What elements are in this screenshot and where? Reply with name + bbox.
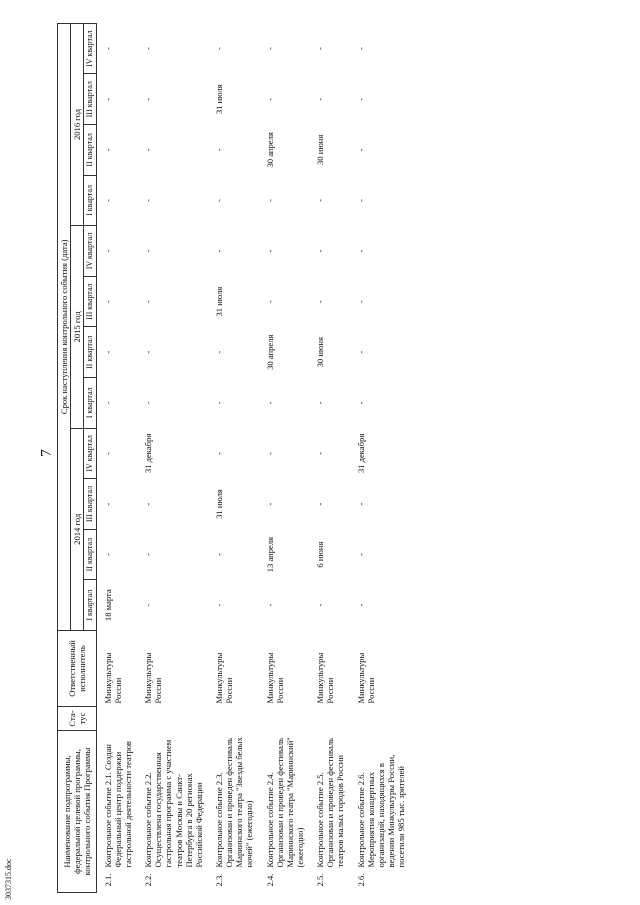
deadline-cell: 30 апреля <box>264 334 275 370</box>
event-status <box>208 706 259 730</box>
table-row <box>309 23 349 892</box>
deadline-cell: 13 апреля <box>264 536 275 573</box>
deadline-cell: - <box>264 401 275 405</box>
deadline-cell: 30 апреля <box>264 132 275 168</box>
deadline-cell: - <box>143 249 154 253</box>
deadline-cell: 31 декабря <box>143 433 154 474</box>
deadline-cell: - <box>143 199 154 202</box>
file-footer: 3037315.doc <box>4 858 13 900</box>
deadline-cell: - <box>264 97 275 101</box>
control-events-table <box>57 23 410 893</box>
event-name: Контрольное событие 2.1. Создан Федеральный центр поддержки гастрольной деятельности театров <box>102 741 133 868</box>
deadline-cell: - <box>355 199 366 202</box>
row-number: 2.4. <box>264 873 275 887</box>
deadline-cell: - <box>315 401 326 405</box>
event-executor: Минкультуры России <box>213 652 235 704</box>
deadline-cell: - <box>213 199 224 202</box>
deadline-cell: - <box>213 350 224 354</box>
table-row <box>208 23 259 892</box>
deadline-cell: - <box>143 603 154 607</box>
deadline-cell: - <box>213 451 224 455</box>
event-status <box>96 706 137 730</box>
row-number: 2.6. <box>355 873 366 887</box>
deadline-cell: - <box>213 249 224 253</box>
header-quarter: I квартал <box>84 378 96 429</box>
header-quarter: I квартал <box>84 580 96 631</box>
table-body <box>96 23 410 892</box>
deadline-cell: 31 июля <box>213 286 224 317</box>
deadline-cell: - <box>355 553 366 557</box>
deadline-cell: - <box>143 350 154 354</box>
header-status: Ста-тус <box>58 706 97 730</box>
event-status <box>350 706 411 730</box>
deadline-cell: - <box>143 148 154 152</box>
deadline-cell: - <box>315 249 326 253</box>
deadline-cell: - <box>355 97 366 101</box>
deadline-cell: - <box>355 47 366 51</box>
row-number: 2.3. <box>213 873 224 887</box>
event-name: Контрольное событие 2.6. Мероприятия концертных организаций, находящихся в ведении Минкультуры России, посетили 985 тыс. зрителей <box>355 754 407 868</box>
deadline-cell: - <box>264 451 275 455</box>
deadline-cell: - <box>102 97 113 101</box>
deadline-cell: - <box>102 148 113 152</box>
deadline-cell: 6 июня <box>315 541 326 568</box>
header-quarter: II квартал <box>84 327 96 378</box>
deadline-cell: 31 июля <box>213 84 224 115</box>
deadline-cell: - <box>315 47 326 51</box>
header-quarter: II квартал <box>84 529 96 580</box>
deadline-cell: - <box>213 148 224 152</box>
deadline-cell: - <box>355 249 366 253</box>
deadline-cell: - <box>143 553 154 557</box>
deadline-cell: 18 марта <box>102 589 113 622</box>
event-status <box>259 706 310 730</box>
header-executor: Ответственный исполнитель <box>58 630 97 706</box>
deadline-cell: - <box>102 199 113 202</box>
deadline-cell: - <box>355 603 366 607</box>
page-number: 7 <box>38 449 55 457</box>
deadline-cell: - <box>102 47 113 51</box>
deadline-cell: - <box>355 401 366 405</box>
deadline-cell: - <box>102 350 113 354</box>
deadline-cell: - <box>315 502 326 506</box>
event-status <box>137 706 208 730</box>
event-executor: Минкультуры России <box>315 652 336 704</box>
deadline-cell: - <box>213 401 224 405</box>
deadline-cell: - <box>264 502 275 506</box>
event-status <box>309 706 349 730</box>
header-quarter: I квартал <box>84 175 96 226</box>
header-quarter: IV квартал <box>84 428 96 479</box>
deadline-cell: 30 июня <box>315 134 326 166</box>
deadline-cell: - <box>213 47 224 51</box>
deadline-cell: 31 июля <box>213 489 224 519</box>
table-row <box>137 23 208 892</box>
deadline-cell: - <box>315 451 326 455</box>
deadline-cell: - <box>102 249 113 253</box>
row-number: 2.5. <box>315 873 326 887</box>
header-quarter: III квартал <box>84 74 96 125</box>
deadline-cell: - <box>315 300 326 304</box>
event-name: Контрольное событие 2.5. Организован и проведен фестиваль театров малых городов России <box>315 737 346 868</box>
deadline-cell: 31 декабря <box>355 433 366 474</box>
deadline-cell: - <box>264 47 275 51</box>
header-quarter: III квартал <box>84 276 96 327</box>
event-executor: Минкультуры России <box>264 652 285 704</box>
deadline-cell: - <box>102 451 113 455</box>
deadline-cell: - <box>143 47 154 51</box>
deadline-cell: - <box>264 249 275 253</box>
table-row <box>259 23 310 892</box>
row-number: 2.1. <box>102 873 113 887</box>
deadline-cell: - <box>102 553 113 557</box>
header-deadline: Срок наступления контрольного события (дата) <box>58 23 71 630</box>
header-quarter: IV квартал <box>84 226 96 277</box>
row-number: 2.2. <box>143 873 154 887</box>
table-row <box>350 23 411 892</box>
header-year: 2016 год <box>71 23 84 225</box>
deadline-cell: - <box>355 148 366 152</box>
event-name: Контрольное событие 2.2. Осуществлена государственная гастрольная программа с участием театров Москвы и Санкт-Петербурга в 20 регионах Российской Федерации <box>143 739 204 868</box>
deadline-cell: - <box>213 553 224 557</box>
deadline-cell: - <box>355 300 366 304</box>
deadline-cell: - <box>102 300 113 304</box>
header-year: 2015 год <box>71 226 84 428</box>
event-executor: Минкультуры России <box>355 652 376 704</box>
deadline-cell: - <box>355 502 366 506</box>
rotated-page <box>57 13 602 893</box>
deadline-cell: - <box>264 603 275 607</box>
header-year: 2014 год <box>71 428 84 630</box>
deadline-cell: - <box>143 97 154 101</box>
deadline-cell: - <box>264 199 275 202</box>
header-quarter: III квартал <box>84 479 96 530</box>
deadline-cell: - <box>102 502 113 506</box>
event-executor: Минкультуры России <box>143 652 164 704</box>
header-quarter: IV квартал <box>84 23 96 74</box>
event-executor: Минкультуры России <box>102 652 123 704</box>
deadline-cell: - <box>264 300 275 304</box>
deadline-cell: 30 июня <box>315 337 326 368</box>
header-name: Наименование подпрограммы, федеральной целевой программы, контрольного события Программы <box>58 730 97 892</box>
deadline-cell: - <box>143 401 154 405</box>
table-row <box>96 23 137 892</box>
deadline-cell: - <box>315 97 326 101</box>
deadline-cell: - <box>213 603 224 607</box>
deadline-cell: - <box>143 502 154 506</box>
header-quarter: II квартал <box>84 125 96 176</box>
deadline-cell: - <box>315 603 326 607</box>
deadline-cell: - <box>102 401 113 405</box>
event-name: Контрольное событие 2.4. Организован и проведен фестиваль Мариинского театра "Мариинский" (ежегодно) <box>264 737 305 868</box>
deadline-cell: - <box>315 199 326 202</box>
deadline-cell: - <box>143 300 154 304</box>
event-name: Контрольное событие 2.3. Организован и проведен фестиваль Мариинского театра "Звезды белых ночей" (ежегодно) <box>213 737 255 868</box>
deadline-cell: - <box>355 350 366 354</box>
